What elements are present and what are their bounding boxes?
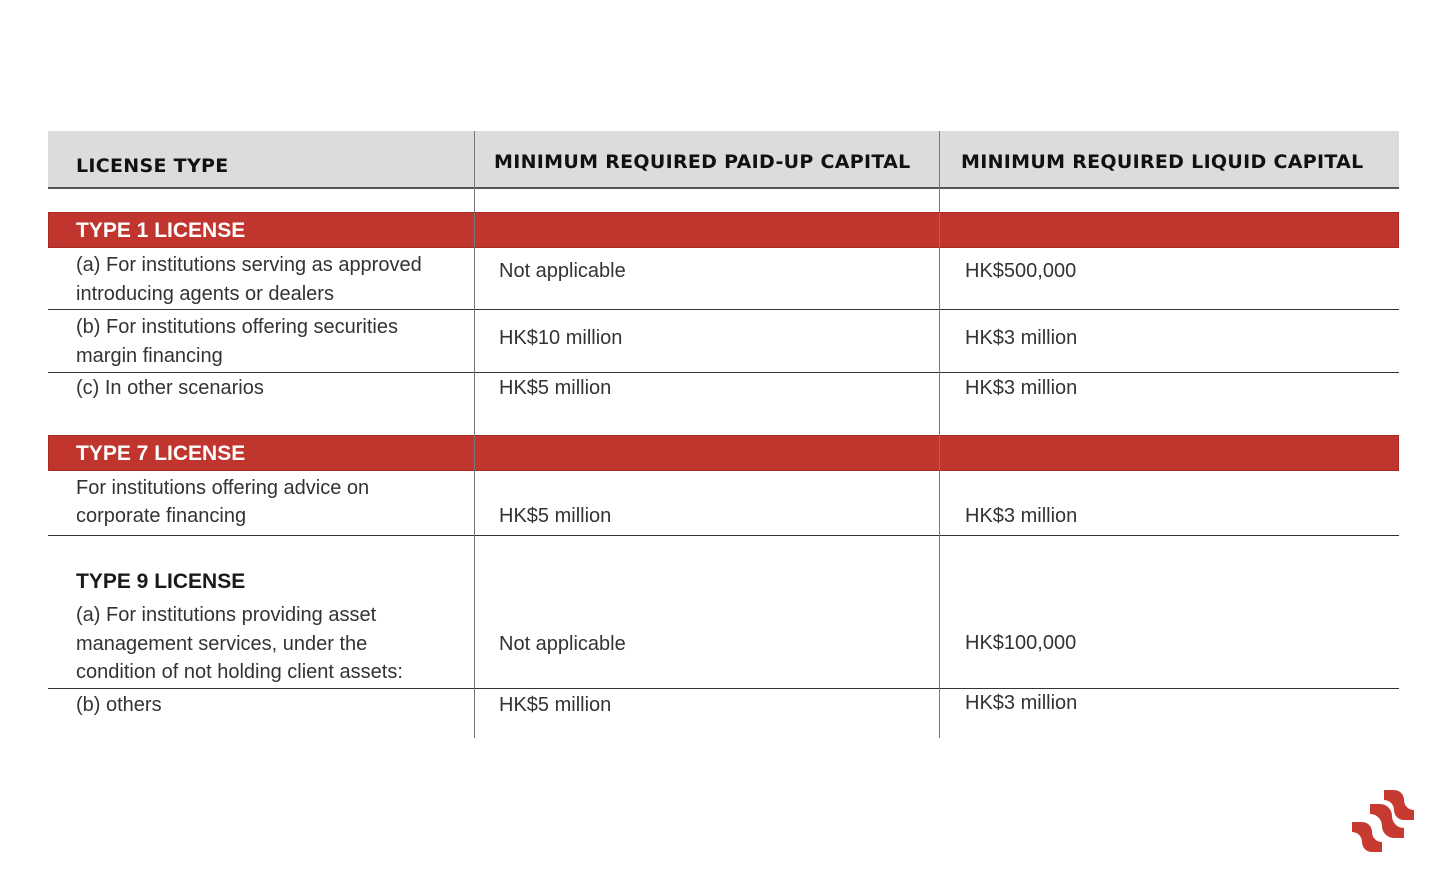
type9-row-a-desc-2: management services, under the [76,633,368,655]
column-divider [939,131,940,738]
type9-row-b-paid-up: HK$5 million [499,694,612,716]
row-divider [48,688,1399,689]
column-divider [474,131,475,738]
type1-band [48,212,1399,248]
type1-row-c-paid-up: HK$5 million [499,377,612,399]
type1-title: TYPE 1 LICENSE [76,219,246,242]
type7-row-desc-1: For institutions offering advice on [76,477,370,499]
type9-row-a-paid-up: Not applicable [499,633,626,655]
type1-row-b-paid-up: HK$10 million [499,327,623,349]
row-divider [48,535,1399,536]
type1-row-a-desc-2: introducing agents or dealers [76,283,334,305]
row-divider [48,309,1399,310]
type1-row-c-liquid: HK$3 million [965,377,1078,399]
type9-row-a-desc-3: condition of not holding client assets: [76,661,403,683]
type9-title: TYPE 9 LICENSE [76,570,246,593]
type7-band [48,435,1399,471]
type1-row-a-liquid: HK$500,000 [965,260,1077,282]
type1-row-b-desc-1: (b) For institutions offering securities [76,316,398,338]
type1-row-b-desc-2: margin financing [76,345,223,367]
type9-row-a-desc-1: (a) For institutions providing asset [76,604,377,626]
type7-row-desc-2: corporate financing [76,505,247,527]
type1-row-a-paid-up: Not applicable [499,260,626,282]
type1-row-b-liquid: HK$3 million [965,327,1078,349]
type7-title: TYPE 7 LICENSE [76,442,246,465]
row-divider [48,372,1399,373]
header-license-type: LICENSE TYPE [76,155,229,177]
type1-row-a-desc-1: (a) For institutions serving as approved [76,254,422,276]
type9-row-a-liquid: HK$100,000 [965,632,1077,654]
type9-row-b-liquid: HK$3 million [965,692,1078,714]
type7-row-liquid: HK$3 million [965,505,1078,527]
type7-row-paid-up: HK$5 million [499,505,612,527]
type9-row-b-desc: (b) others [76,694,162,716]
header-liquid-capital: MINIMUM REQUIRED LIQUID CAPITAL [961,151,1364,173]
type1-row-c-desc-1: (c) In other scenarios [76,377,264,399]
brand-logo-icon [1350,788,1416,854]
header-paid-up-capital: MINIMUM REQUIRED PAID-UP CAPITAL [494,151,911,173]
